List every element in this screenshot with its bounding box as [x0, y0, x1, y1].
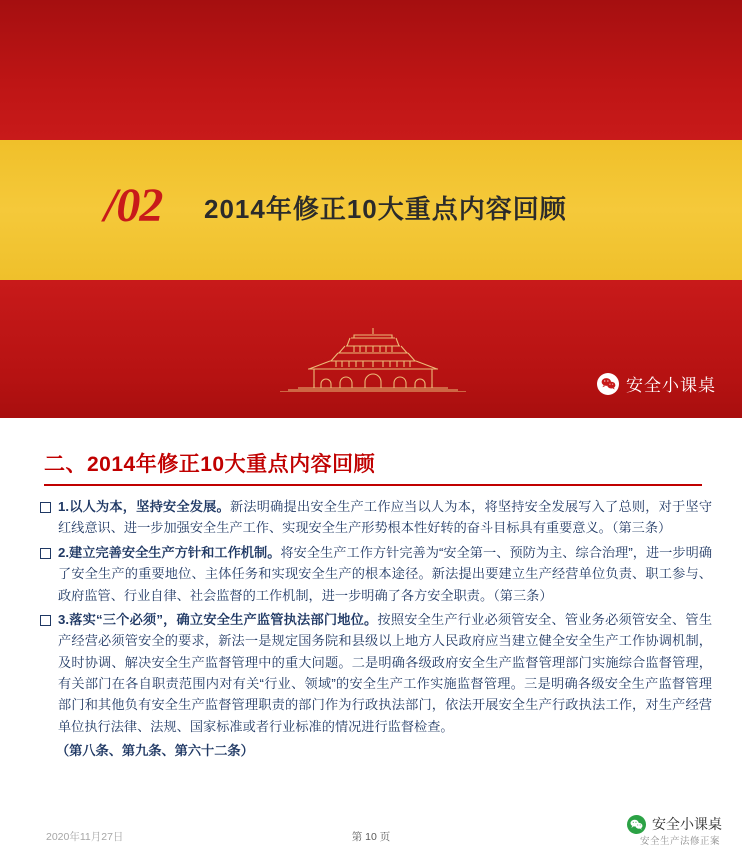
bullet-body: 将安全生产工作方针完善为“安全第一、预防为主、综合治理”，进一步明确了安全生产的重要地位、主体任务和实现安全生产的根本途径。新法提出要建立生产经营单位负责、职工参与、政府监管、行业自律、社会监督的工作机制，进一步明确了各方安全职责。（第三条）: [58, 544, 713, 603]
wechat-account-name: 安全小课桌: [626, 376, 716, 395]
wechat-icon: [627, 815, 646, 834]
title-underline: [44, 484, 702, 486]
content-slide: [0, 430, 742, 856]
square-bullet-icon: [40, 615, 51, 626]
square-bullet-icon: [40, 548, 51, 559]
wechat-badge: [597, 371, 716, 396]
wechat-icon: [597, 373, 619, 395]
bullet-content: [58, 609, 712, 737]
section-number: /02: [104, 179, 163, 232]
slide-separator: [0, 418, 742, 430]
slide-footer: [0, 816, 742, 848]
reference-articles: （第八条、第九条、第六十二条）: [56, 743, 254, 759]
bullet-lead: 1.以人为本，坚持安全发展。: [58, 499, 230, 514]
tiananmen-line-art-icon: [268, 326, 478, 392]
bullet-lead: 3.落实“三个必须”，确立安全生产监管执法部门地位。: [58, 611, 378, 627]
footer-page-number: 第 10 页: [351, 831, 391, 843]
footer-wechat-name: 安全小课桌: [652, 816, 722, 832]
square-bullet-icon: [40, 502, 51, 513]
bullet-body: 按照安全生产行业必须管安全、管业务必须管安全、管生产经营必须管安全的要求，新法一是规定国务院和县级以上地方人民政府应当建立健全安全生产工作协调机制，及时协调、解决安全生产监督管理中的重大问题。二是明确各级政府安全生产监督管理部门实施综合监督管理，有关部门在各自职责范围内对有关“行业、领域”的安全生产工作实施监督管理。三是明确各级安全生产监督管理部门和其他负有安全生产监督管理职责的部门作为行政执法部门，依法开展安全生产行政执法工作，对生产经营单位执行法律、法规、国家标准或者行业标准的情况进行监督检查。: [58, 611, 713, 734]
bullet-body: 新法明确提出安全生产工作应当以人为本，将坚持安全发展写入了总则，对于坚守红线意识、进一步加强安全生产工作、实现安全生产形势根本性好转的奋斗目标具有重要意义。（第三条）: [58, 499, 713, 536]
bullet-list: [40, 496, 712, 737]
footer-wechat-subtitle: 安全生产法修正案: [639, 836, 720, 847]
bullet-content: [58, 496, 712, 539]
footer-wechat-badge: [627, 814, 722, 834]
section-title: 2014年修正10大重点内容回顾: [204, 194, 567, 224]
list-item: [40, 496, 712, 539]
bullet-lead: 2.建立完善安全生产方针和工作机制。: [58, 544, 281, 560]
footer-date: 2020年11月27日: [46, 831, 124, 843]
list-item: [40, 609, 712, 737]
slide-top-red-band: [0, 0, 742, 140]
page-title: 二、2014年修正10大重点内容回顾: [44, 453, 376, 476]
list-item: [40, 542, 712, 606]
section-divider-slide: [0, 0, 742, 418]
bullet-content: [58, 542, 712, 606]
